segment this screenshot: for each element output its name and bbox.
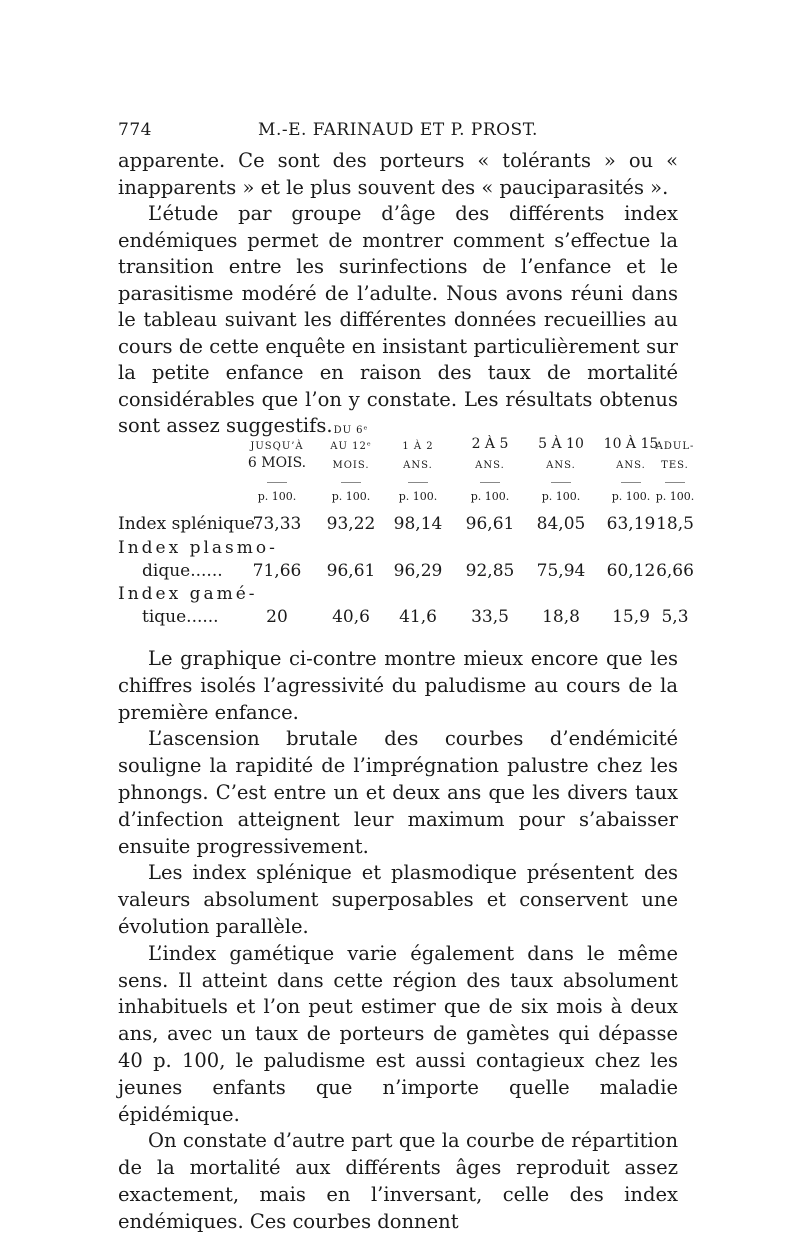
paragraph: Les index splénique et plasmodique présentent des valeurs absolument superposables et conservent une évolution parallèle. bbox=[118, 861, 678, 938]
table-cell: 5,3 bbox=[661, 607, 689, 627]
column-header-line3: ANS. bbox=[616, 460, 646, 471]
body-text-bottom bbox=[118, 646, 678, 1236]
running-title: M.-E. FARINAUD ET P. PROST. bbox=[258, 120, 538, 140]
column-header-line3: MOIS. bbox=[332, 460, 370, 471]
column-header-line3: 6 MOIS. bbox=[247, 455, 307, 471]
column-header-line2: 5 À 10 bbox=[538, 436, 584, 452]
header-rule bbox=[551, 482, 571, 483]
running-head bbox=[118, 120, 678, 144]
column-unit: p. 100. bbox=[541, 490, 581, 503]
header-rule bbox=[408, 482, 428, 483]
paragraph: Le graphique ci-contre montre mieux encore que les chiffres isolés l’agressivité du paludisme au cours de la première enfance. bbox=[118, 647, 678, 724]
table-cell: 41,6 bbox=[399, 607, 437, 627]
table-cell: 84,05 bbox=[536, 514, 586, 534]
row-label: Index plasmo- bbox=[118, 538, 278, 558]
paragraph: L’ascension brutale des courbes d’endémicité souligne la rapidité de l’imprégnation palustre chez les phnongs. C’est entre un et deux ans que les divers taux d’infection atteignent leur maximum pour s’abaisser ensuite progressivement. bbox=[118, 727, 678, 858]
table-cell: 33,5 bbox=[471, 607, 509, 627]
column-unit: p. 100. bbox=[331, 490, 371, 503]
table-cell: 6,66 bbox=[656, 561, 694, 581]
column-unit: p. 100. bbox=[611, 490, 651, 503]
column-header-line3: ANS. bbox=[546, 460, 576, 471]
row-label-continued: tique...... bbox=[142, 607, 219, 627]
table-cell: 15,9 bbox=[612, 607, 650, 627]
column-header-line2: 2 À 5 bbox=[471, 436, 509, 452]
row-label-continued: dique...... bbox=[142, 561, 223, 581]
table-cell: 63,19 bbox=[606, 514, 656, 534]
column-header-line2: AU 12ᵉ bbox=[330, 441, 372, 452]
header-rule bbox=[480, 482, 500, 483]
column-unit: p. 100. bbox=[655, 490, 695, 503]
header-rule bbox=[665, 482, 685, 483]
column-header-line1: DU 6ᵉ bbox=[333, 425, 369, 436]
table-cell: 92,85 bbox=[465, 561, 515, 581]
column-unit: p. 100. bbox=[398, 490, 438, 503]
body-text-top bbox=[118, 148, 678, 440]
table-cell: 18,8 bbox=[542, 607, 580, 627]
table-cell: 75,94 bbox=[536, 561, 586, 581]
column-header-line2: JUSQU’À bbox=[250, 441, 304, 452]
row-label: Index gamé- bbox=[118, 584, 258, 604]
header-rule bbox=[267, 482, 287, 483]
column-header-line3: TES. bbox=[661, 460, 689, 471]
column-unit: p. 100. bbox=[257, 490, 297, 503]
paragraph: L’index gamétique varie également dans le même sens. Il atteint dans cette région des taux absolument inhabituels et l’on peut estimer que de six mois à deux ans, avec un taux de porteurs de gamètes qui dépasse 40 p. 100, le paludisme est aussi contagieux chez les jeunes enfants que n’importe quelle maladie épidémique. bbox=[118, 941, 678, 1126]
column-header-line2: 10 À 15 bbox=[603, 436, 659, 452]
table-cell: 18,5 bbox=[656, 514, 694, 534]
table-cell: 98,14 bbox=[393, 514, 443, 534]
row-label: Index splénique. bbox=[118, 514, 261, 534]
table-cell: 71,66 bbox=[252, 561, 302, 581]
column-header-line3: ANS. bbox=[475, 460, 505, 471]
table-cell: 20 bbox=[266, 607, 288, 627]
table-cell: 96,29 bbox=[393, 561, 443, 581]
column-unit: p. 100. bbox=[470, 490, 510, 503]
paragraph: apparente. Ce sont des porteurs « tolérants » ou « inapparents » et le plus souvent des « pauciparasités ». bbox=[118, 149, 678, 199]
column-header-line3: ANS. bbox=[403, 460, 433, 471]
table-cell: 93,22 bbox=[326, 514, 376, 534]
header-rule bbox=[341, 482, 361, 483]
paragraph: L’étude par groupe d’âge des différents index endémiques permet de montrer comment s’effectue la transition entre les surinfections de l’enfance et le parasitisme modéré de l’adulte. Nous avons réuni dans le tableau suivant les différentes données recueillies au cours de cette enquête en insistant particulièrement sur la petite enfance en raison des taux de mortalité considérables que l’on y constate. Les résultats obtenus sont assez suggestifs. bbox=[118, 202, 678, 437]
column-header-line2: 1 À 2 bbox=[402, 441, 434, 452]
page-number: 774 bbox=[118, 120, 152, 140]
header-rule bbox=[621, 482, 641, 483]
column-header-line2: ADUL- bbox=[655, 441, 695, 452]
paragraph: On constate d’autre part que la courbe de répartition de la mortalité aux différents âges reproduit assez exactement, mais en l’inversant, celle des index endémiques. Ces courbes donnent bbox=[118, 1129, 678, 1233]
endemic-index-table bbox=[118, 418, 695, 628]
table-cell: 73,33 bbox=[252, 514, 302, 534]
table-cell: 40,6 bbox=[332, 607, 370, 627]
table-cell: 96,61 bbox=[326, 561, 376, 581]
table-cell: 60,12 bbox=[606, 561, 656, 581]
table-cell: 96,61 bbox=[465, 514, 515, 534]
